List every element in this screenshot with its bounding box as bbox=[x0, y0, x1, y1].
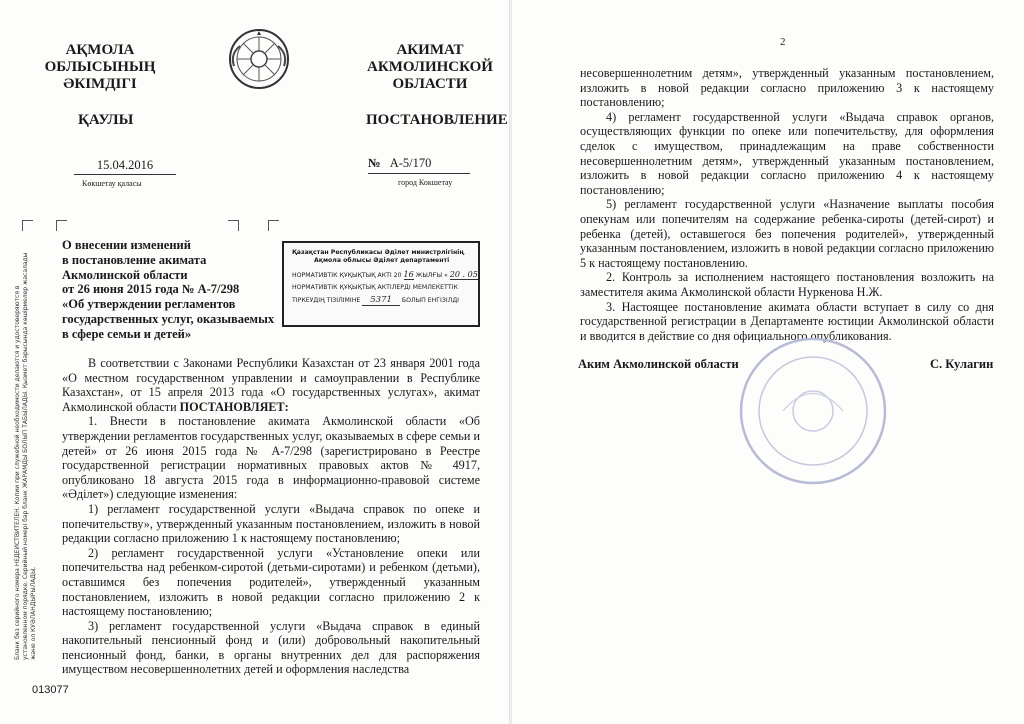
subitem-one: 1) регламент государственной услуги «Выдача справок по опеке и попечительству», утвержденный указанным постановлением, изложить в новой редакции согласно приложению 1 к настоящему постановлению; bbox=[62, 501, 480, 546]
number-sign: № bbox=[368, 156, 381, 170]
stamp-line: Қазақстан Республикасы Әділет министрлігінің bbox=[292, 249, 465, 256]
page-two bbox=[512, 0, 1024, 724]
header-ru-line: АКМОЛИНСКОЙ bbox=[367, 59, 493, 75]
city-kazakh: Көкшетау қаласы bbox=[82, 179, 142, 188]
preamble-decree: ПОСТАНОВЛЯЕТ: bbox=[179, 399, 289, 414]
document-date bbox=[72, 158, 178, 173]
header-kz-line: ӘКІМДІГІ bbox=[63, 76, 137, 92]
header-ru-line: ОБЛАСТИ bbox=[392, 76, 468, 92]
page-one bbox=[0, 0, 510, 724]
preamble bbox=[62, 356, 480, 414]
title-line: «Об утверждении регламентов bbox=[62, 297, 236, 312]
title-line: в постановление акимата bbox=[62, 252, 207, 267]
stamp-text: ТІРКЕУДІҢ ТІЗІЛІМІНЕ bbox=[292, 297, 361, 304]
official-seal-icon bbox=[738, 336, 888, 486]
header-ru-line: АКИМАТ bbox=[396, 42, 464, 58]
margin-bracket bbox=[228, 220, 239, 231]
continued-subitem-three: несовершеннолетним детям», утвержденный указанным постановлением, изложить в новой редакции согласно приложению 3 к настоящему постановлению; bbox=[580, 66, 994, 110]
page-number: 2 bbox=[780, 36, 786, 48]
stamp-line-date bbox=[292, 270, 478, 280]
header-kz-line: АҚМОЛА bbox=[65, 42, 135, 58]
title-line: от 26 июня 2015 года № А-7/298 bbox=[62, 282, 240, 297]
state-emblem-icon bbox=[228, 28, 290, 90]
preamble-text: В соответствии с Законами Республики Казахстан от 23 января 2001 года «О местном государственном управлении и самоуправлении в Республике Казахстан», от 15 апреля 2013 года «О государственных услугах», акимат Акмолинской области bbox=[62, 356, 480, 414]
city-russian: город Кокшетау bbox=[398, 178, 453, 187]
document-number bbox=[368, 156, 472, 171]
stamp-line: НОРМАТИВТІК ҚҰҚЫҚТЫҚ АКТІЛЕРДІ МЕМЛЕКЕТТІК bbox=[292, 284, 458, 291]
date-value: 15.04.2016 bbox=[96, 158, 154, 172]
item-two: 2. Контроль за исполнением настоящего постановления возложить на заместителя акима Акмолинской области Нуркенова Н.Ж. bbox=[580, 270, 994, 299]
title-line: в сфере семьи и детей» bbox=[62, 326, 192, 341]
item-three: 3. Настоящее постановление акимата области вступает в силу со дня государственной регистрации в Департаменте юстиции Акмолинской области и вводится в действие со дня официального опубликования. bbox=[580, 299, 994, 343]
title-line: государственных услуг, оказываемых bbox=[62, 311, 275, 326]
document-body bbox=[62, 356, 480, 677]
stamp-line-number bbox=[292, 296, 472, 305]
margin-bracket bbox=[56, 220, 67, 231]
subitem-three: 3) регламент государственной услуги «Выдача справок в единый накопительный пенсионный фонд и (или) добровольный накопительный пенсионный фонд, банки, в органы внутренних дел для распоряжения имуществом несовершеннолетних детей и оформления наследства bbox=[62, 618, 480, 677]
registration-stamp bbox=[282, 241, 480, 327]
header-kz-line: ОБЛЫСЫНЫҢ bbox=[44, 59, 156, 75]
header-russian bbox=[360, 42, 500, 93]
margin-bracket bbox=[268, 220, 279, 231]
document-title bbox=[62, 238, 302, 342]
serial-number: 013077 bbox=[32, 684, 69, 696]
stamp-handwritten-date: 20 . 05 bbox=[449, 270, 478, 279]
stamp-handwritten-year: 16 bbox=[403, 270, 414, 279]
stamp-line: Ақмола облысы Әділет департаменті bbox=[314, 257, 450, 264]
subitem-two: 2) регламент государственной услуги «Установление опеки или попечительства над ребенком-сиротой (детьми-сиротами) и ребенком (детьми), оставшимся без попечения родителей», утвержденный указанным постановлением, изложить в новой редакции согласно приложению 2 к настоящему постановлению; bbox=[62, 545, 480, 619]
number-underline bbox=[368, 173, 470, 174]
continued-body bbox=[580, 66, 994, 343]
title-line: О внесении изменений bbox=[62, 238, 191, 252]
header-kazakh bbox=[40, 42, 160, 93]
stamp-text: ЖЫЛҒЫ « bbox=[415, 272, 448, 279]
stamp-text: БОЛЫП ЕНГІЗІЛДІ bbox=[401, 297, 459, 304]
subitem-four: 4) регламент государственной услуги «Выдача справок органов, осуществляющих функции по опеке или попечительству, для оформления сделок с имуществом, принадлежащим на праве собственности несовершеннолетним детям», утвержденный указанным постановлением, изложить в новой редакции согласно приложению 4 к настоящему постановлению; bbox=[580, 109, 994, 197]
doc-type-kazakh: ҚАУЛЫ bbox=[78, 112, 134, 128]
stamp-handwritten-number: 5371 bbox=[362, 295, 400, 306]
item-one: 1. Внести в постановление акимата Акмолинской области «Об утверждении регламентов государственных услуг, оказываемых в сфере семьи и детей» от 26 июня 2015 года № А-7/298 (зарегистрировано в Реестре государственной регистрации нормативных правовых актов № 4917, опубликовано 18 августа 2015 года в информационно-правовой системе «Әділет») следующие изменения: bbox=[62, 414, 480, 502]
number-value: А-5/170 bbox=[389, 156, 432, 170]
doc-type-russian: ПОСТАНОВЛЕНИЕ bbox=[366, 112, 508, 128]
date-underline bbox=[74, 174, 176, 175]
margin-bracket bbox=[22, 220, 33, 231]
side-note: Бланк без серийного номера НЕДЕЙСТВИТЕЛЕН. Копии при служебной необходимости делаются и удостоверяются в установленном порядке. Серийный номері бар бланк ЖАРАМДЫ БОЛЫП ТАБЫЛАДЫ. Қызмет барысында көшірмелер жасалады және ол КУӘЛАНДЫРЫЛАДЫ. bbox=[14, 252, 37, 660]
signature-title: Аким Акмолинской области bbox=[578, 357, 739, 371]
signature-name: С. Кулагин bbox=[930, 357, 994, 371]
stamp-text: НОРМАТИВТІК ҚҰҚЫҚТЫҚ АКТІ 20 bbox=[292, 272, 402, 279]
subitem-five: 5) регламент государственной услуги «Назначение выплаты пособия опекунам или попечителям на содержание ребенка-сироты (детей-сирот) и ребенка (детей), оставшегося без попечения родителей», утвержденный указанным постановлением, изложить в новой редакции согласно приложению 5 к настоящему постановлению. bbox=[580, 197, 994, 270]
title-line: Акмолинской области bbox=[62, 267, 188, 282]
